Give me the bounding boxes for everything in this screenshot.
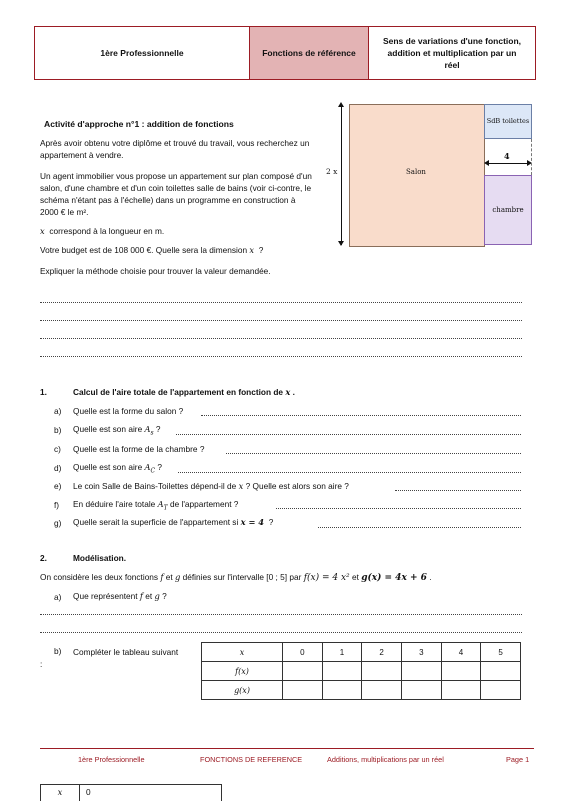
part2-number: 2.	[40, 553, 47, 563]
answer-line[interactable]	[40, 356, 522, 357]
question-g: Quelle serait la superficie de l'appartement si x = 4 ?	[73, 517, 274, 527]
arrow-left-icon	[484, 160, 489, 166]
width-arrow	[486, 163, 530, 164]
table-row-f	[202, 662, 521, 681]
question-d: Quelle est son aire $A_C$ ?	[73, 462, 163, 475]
question-2a: Que représentent f et g ?	[73, 591, 167, 601]
arrow-down-icon	[338, 241, 344, 246]
bedroom-label: chambre	[492, 206, 524, 214]
header-chapter: Fonctions de référence	[250, 27, 369, 79]
table-cell[interactable]	[401, 681, 441, 700]
question-label: a)	[54, 406, 62, 416]
next-table-x: x	[41, 785, 80, 801]
table-header-cell: x	[202, 643, 283, 662]
question-b: Quelle est son aire $A_s$ ?	[73, 424, 161, 437]
side-label: 2 x	[326, 167, 338, 176]
answer-dots[interactable]	[318, 527, 521, 528]
row-label-g: g(x)	[202, 681, 283, 700]
activity-description: Un agent immobilier vous propose un appartement sur plan composé d'un salon, d'une chambre et d'un coin toilettes salle de bains (voir ci-contre, le schéma n'étant pas à l'échelle) dans un programme en construction à 2000 € le m².	[40, 171, 312, 217]
header-topic: Sens de variations d'une fonction, addition et multiplication par un réel	[382, 36, 522, 70]
part2-intro: On considère les deux fonctions f et g définies sur l'intervalle [0 ; 5] par f(x) = 4 x² et g(x) = 4x + 6 .	[40, 572, 432, 583]
answer-dots[interactable]	[178, 472, 521, 473]
question-2b: Compléter le tableau suivant :	[40, 647, 179, 669]
table-header-cell: 2	[362, 643, 402, 662]
answer-dots[interactable]	[276, 508, 521, 509]
question-f: En déduire l'aire totale $A_T$ de l'appartement ?	[73, 499, 239, 512]
bathroom-label: SdB toilettes	[486, 117, 530, 125]
question-a: Quelle est la forme du salon ?	[73, 406, 184, 416]
question-label: d)	[54, 463, 62, 473]
table-cell[interactable]	[322, 681, 362, 700]
activity-title: Activité d'approche n°1 : addition de fonctions	[44, 119, 234, 129]
question-c: Quelle est la forme de la chambre ?	[73, 444, 205, 454]
answer-dots[interactable]	[226, 453, 521, 454]
budget-question: Votre budget est de 108 000 €. Quelle sera la dimension x ?	[40, 245, 264, 255]
page-footer	[40, 748, 534, 764]
question-label: f)	[54, 500, 60, 510]
answer-line[interactable]	[40, 632, 522, 633]
dashed-guide	[531, 139, 532, 175]
table-cell[interactable]	[441, 681, 481, 700]
table-header-cell: 4	[441, 643, 481, 662]
answer-dots[interactable]	[395, 490, 521, 491]
table-cell[interactable]	[322, 662, 362, 681]
part1-title: Calcul de l'aire totale de l'appartement en fonction de x .	[73, 387, 295, 397]
answer-line[interactable]	[40, 320, 522, 321]
footer-page: Page 1	[506, 755, 530, 764]
table-cell[interactable]	[441, 662, 481, 681]
part1-number: 1.	[40, 387, 47, 397]
answer-line[interactable]	[40, 338, 522, 339]
question-label: b)	[54, 646, 62, 656]
footer-topic: Additions, multiplications par un réel	[327, 755, 444, 764]
row-label-f: f(x)	[202, 662, 283, 681]
next-page-table	[40, 784, 222, 801]
arrow-up-icon	[338, 102, 344, 107]
table-header-cell: 3	[401, 643, 441, 662]
table-cell[interactable]	[362, 681, 402, 700]
next-table-value: 0	[86, 787, 91, 797]
answer-dots[interactable]	[176, 434, 521, 435]
page-header	[34, 26, 536, 80]
height-arrow	[341, 104, 342, 245]
footer-chapter: FONCTIONS DE REFERENCE	[200, 755, 303, 764]
answer-line[interactable]	[40, 302, 522, 303]
question-label: e)	[54, 481, 62, 491]
question-label: a)	[54, 592, 62, 602]
explain-prompt: Expliquer la méthode choisie pour trouver la valeur demandée.	[40, 266, 271, 276]
table-header-cell: 1	[322, 643, 362, 662]
question-label: b)	[54, 425, 62, 435]
table-cell[interactable]	[362, 662, 402, 681]
table-cell[interactable]	[481, 662, 521, 681]
answer-dots[interactable]	[201, 415, 521, 416]
answer-line[interactable]	[40, 614, 522, 615]
width-label: 4	[504, 151, 510, 161]
table-header-cell: 5	[481, 643, 521, 662]
table-cell[interactable]	[401, 662, 441, 681]
salon-label: Salon	[406, 168, 426, 176]
table-header-row	[202, 643, 521, 662]
footer-level: 1ère Professionnelle	[78, 755, 145, 764]
table-cell[interactable]	[283, 662, 323, 681]
table-header-cell: 0	[283, 643, 323, 662]
question-label: c)	[54, 444, 61, 454]
table-row-g	[202, 681, 521, 700]
table-cell[interactable]	[481, 681, 521, 700]
part2-title: Modélisation.	[73, 553, 127, 563]
question-label: g)	[54, 518, 62, 528]
question-e: Le coin Salle de Bains-Toilettes dépend-il de x ? Quelle est alors son aire ?	[73, 481, 349, 491]
values-table	[201, 642, 521, 700]
activity-intro: Après avoir obtenu votre diplôme et trouvé du travail, vous recherchez un appartement à vendre.	[40, 138, 310, 160]
table-cell[interactable]	[283, 681, 323, 700]
header-level: 1ère Professionnelle	[35, 27, 250, 79]
x-definition: x correspond à la longueur en m.	[40, 226, 165, 236]
